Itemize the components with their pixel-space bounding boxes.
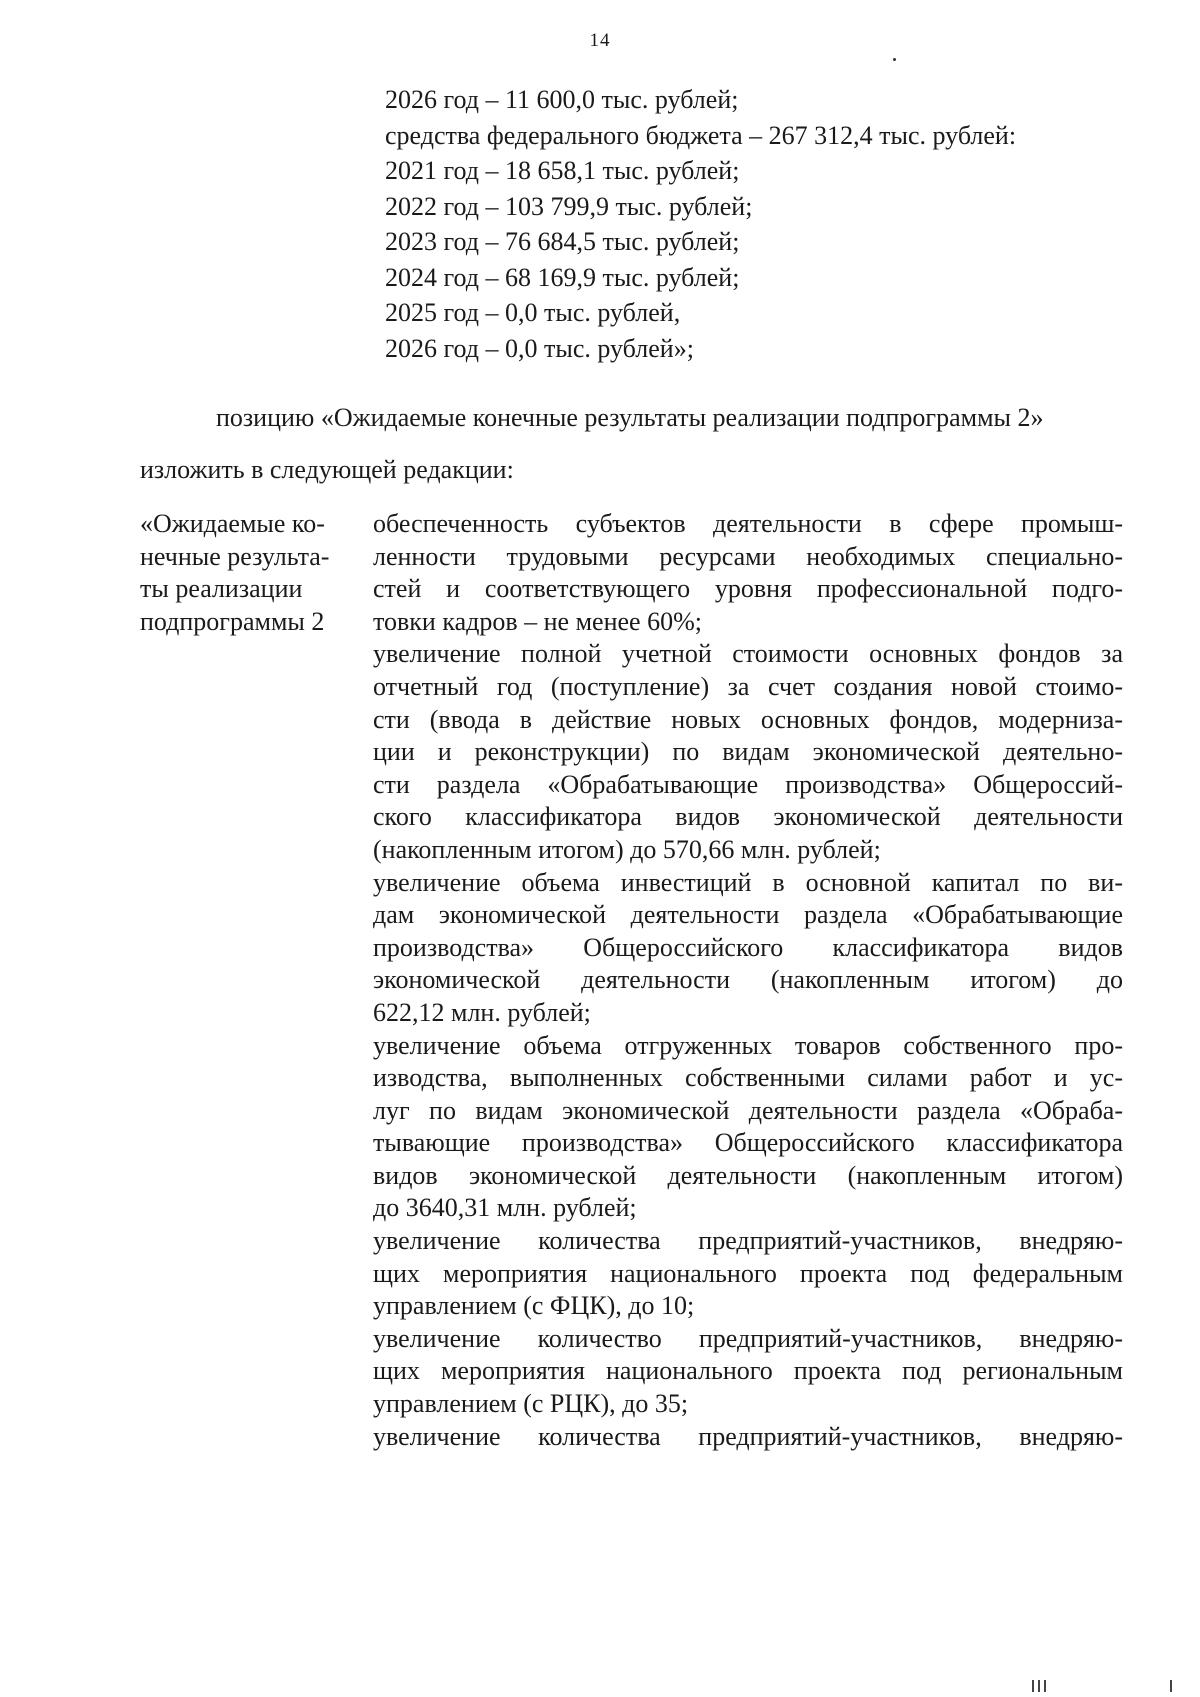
results-content-line: видов экономической деятельности (накопленным итогом)	[373, 1160, 1123, 1190]
results-content	[373, 508, 1123, 1453]
results-content-line: обеспеченность субъектов деятельности в сфере промыш-	[373, 509, 1123, 538]
intro-paragraph-line: изложить в следующей редакции:	[140, 455, 514, 484]
results-content-line: щих мероприятия национального проекта под региональным	[373, 1356, 1123, 1386]
results-content-line: увеличение количества предприятий-участников, внедряю-	[373, 1421, 1123, 1451]
results-content-line: ского классификатора видов экономической деятельности	[373, 802, 1123, 832]
results-content-line: (накопленным итогом) до 570,66 млн. рублей;	[373, 834, 881, 864]
intro-paragraph-line: позицию «Ожидаемые конечные результаты реализации подпрограммы 2»	[216, 403, 1044, 432]
results-content-line: управлением (с РЦК), до 35;	[373, 1389, 689, 1419]
results-label	[140, 508, 355, 1453]
page-number: 14	[589, 30, 611, 51]
results-content-line: увеличение полной учетной стоимости основных фондов за	[373, 639, 1123, 669]
results-content-line: ции и реконструкции) по видам экономической деятельно-	[373, 737, 1123, 767]
results-content-line: сти раздела «Обрабатывающие производства» Общероссий-	[373, 769, 1123, 799]
results-content-line: стей и соответствующего уровня профессиональной подго-	[373, 574, 1123, 604]
results-label-line: нечные результа-	[140, 541, 330, 571]
results-content-line: ленности трудовыми ресурсами необходимых специально-	[373, 541, 1123, 571]
results-content-line: производства» Общероссийского классификатора видов	[373, 932, 1123, 962]
results-label-line: ты реализации	[140, 574, 303, 603]
amendment-intro	[140, 400, 1130, 488]
results-content-line: изводства, выполненных собственными силами работ и ус-	[373, 1063, 1123, 1093]
results-content-line: 622,12 млн. рублей;	[373, 997, 591, 1027]
expected-results-block	[140, 508, 1130, 1453]
results-content-line: увеличение количество предприятий-участников, внедряю-	[373, 1323, 1123, 1353]
results-content-line: экономической деятельности (накопленным итогом) до	[373, 965, 1123, 995]
results-content-line: луг по видам экономической деятельности раздела «Обраба-	[373, 1095, 1123, 1125]
funding-line: 2023 год – 76 684,5 тыс. рублей;	[385, 227, 740, 256]
results-content-line: тывающие производства» Общероссийского классификатора	[373, 1128, 1123, 1158]
funding-line: 2025 год – 0,0 тыс. рублей,	[385, 298, 681, 327]
funding-line: 2021 год – 18 658,1 тыс. рублей;	[385, 156, 740, 185]
scan-speck	[893, 58, 896, 61]
results-label-line: «Ожидаемые ко-	[140, 509, 325, 538]
results-content-line: отчетный год (поступление) за счет создания новой стоимо-	[373, 671, 1123, 701]
results-content-line: щих мероприятия национального проекта под федеральным	[373, 1258, 1123, 1288]
funding-line: 2022 год – 103 799,9 тыс. рублей;	[385, 191, 753, 221]
funding-line: средства федерального бюджета – 267 312,4 тыс. рублей:	[385, 120, 1017, 150]
scan-edge-marks	[1032, 1680, 1172, 1694]
funding-list	[385, 82, 1125, 366]
results-content-line: увеличение объема отгруженных товаров собственного про-	[373, 1030, 1123, 1060]
funding-line: 2024 год – 68 169,9 тыс. рублей;	[385, 262, 740, 292]
results-content-line: управлением (с ФЦК), до 10;	[373, 1291, 695, 1321]
results-content-line: увеличение количества предприятий-участников, внедряю-	[373, 1226, 1123, 1256]
results-content-line: дам экономической деятельности раздела «Обрабатывающие	[373, 900, 1123, 930]
funding-line: 2026 год – 0,0 тыс. рублей»;	[385, 333, 694, 363]
funding-line: 2026 год – 11 600,0 тыс. рублей;	[385, 85, 739, 114]
results-content-line: увеличение объема инвестиций в основной капитал по ви-	[373, 867, 1123, 897]
results-label-line: подпрограммы 2	[140, 606, 325, 636]
results-content-line: товки кадров – не менее 60%;	[373, 606, 702, 636]
results-content-line: до 3640,31 млн. рублей;	[373, 1193, 637, 1223]
results-content-line: сти (ввода в действие новых основных фондов, модерниза-	[373, 704, 1123, 734]
